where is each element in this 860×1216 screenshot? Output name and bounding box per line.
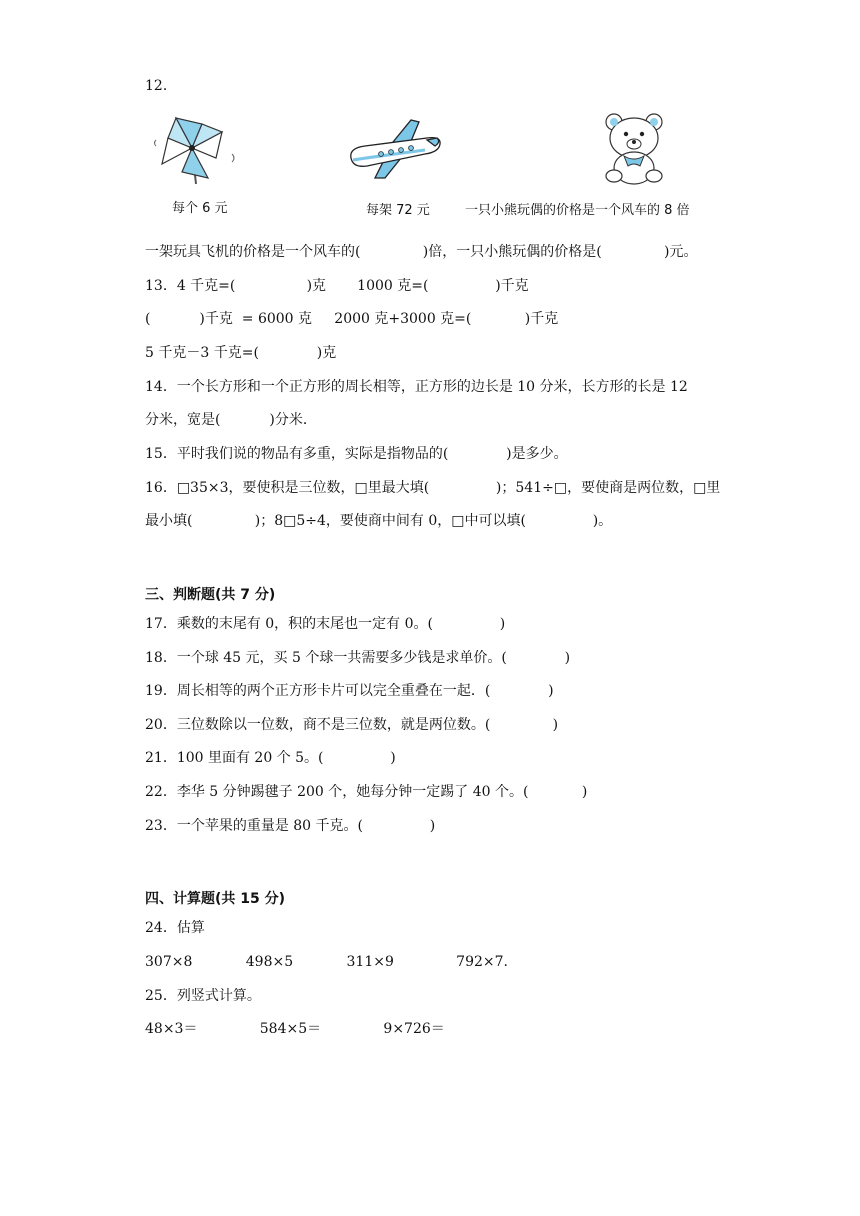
question-18: 18．一个球 45 元，买 5 个球一共需要多少钱是求单价。( ) — [145, 650, 571, 666]
airplane-image — [345, 118, 445, 180]
question-23: 23．一个苹果的重量是 80 千克。( ) — [145, 818, 436, 834]
question-14-line-2: 分米，宽是( )分米． — [145, 412, 317, 428]
question-13-line-3: 5 千克－3 千克=( )克 — [145, 345, 337, 361]
question-19: 19．周长相等的两个正方形卡片可以完全重叠在一起．( ) — [145, 683, 554, 699]
question-16-line-2: 最小填( )；8□5÷4，要使商中间有 0，□中可以填( )。 — [145, 513, 613, 529]
airplane-price-caption: 每架 72 元 — [366, 203, 430, 218]
section-4-title: 四、计算题(共 15 分) — [145, 891, 286, 907]
question-25-title: 25．列竖式计算。 — [145, 988, 261, 1004]
question-17: 17．乘数的末尾有 0，积的末尾也一定有 0。( ) — [145, 616, 506, 632]
question-25-items: 48×3＝ 584×5＝ 9×726＝ — [145, 1021, 445, 1037]
teddy-bear-image — [600, 110, 670, 186]
question-24-title: 24．估算 — [145, 920, 205, 936]
question-13-line-1: 13．4 千克=( )克 1000 克=( )千克 — [145, 278, 529, 294]
question-14-line-1: 14．一个长方形和一个正方形的周长相等，正方形的边长是 10 分米，长方形的长是 12 — [145, 379, 688, 395]
section-3-title: 三、判断题(共 7 分) — [145, 587, 276, 603]
question-20: 20．三位数除以一位数，商不是三位数，就是两位数。( ) — [145, 717, 559, 733]
pinwheel-price-caption: 每个 6 元 — [172, 201, 228, 216]
question-12-text: 一架玩具飞机的价格是一个风车的( )倍，一只小熊玩偶的价格是( )元。 — [145, 244, 698, 260]
teddy-bear-price-caption: 一只小熊玩偶的价格是一个风车的 8 倍 — [465, 203, 690, 218]
question-16-line-1: 16．□35×3，要使积是三位数，□里最大填( )；541÷□，要使商是两位数，□里 — [145, 480, 721, 496]
question-12-number: 12． — [145, 78, 177, 94]
question-13-line-2: ( )千克 = 6000 克 2000 克+3000 克=( )千克 — [145, 311, 559, 327]
pinwheel-image — [150, 110, 245, 185]
question-24-items: 307×8 498×5 311×9 792×7. — [145, 954, 508, 970]
question-15: 15．平时我们说的物品有多重，实际是指物品的( )是多少。 — [145, 446, 568, 462]
question-22: 22．李华 5 分钟踢毽子 200 个，她每分钟一定踢了 40 个。( ) — [145, 784, 588, 800]
question-21: 21．100 里面有 20 个 5。( ) — [145, 750, 396, 766]
